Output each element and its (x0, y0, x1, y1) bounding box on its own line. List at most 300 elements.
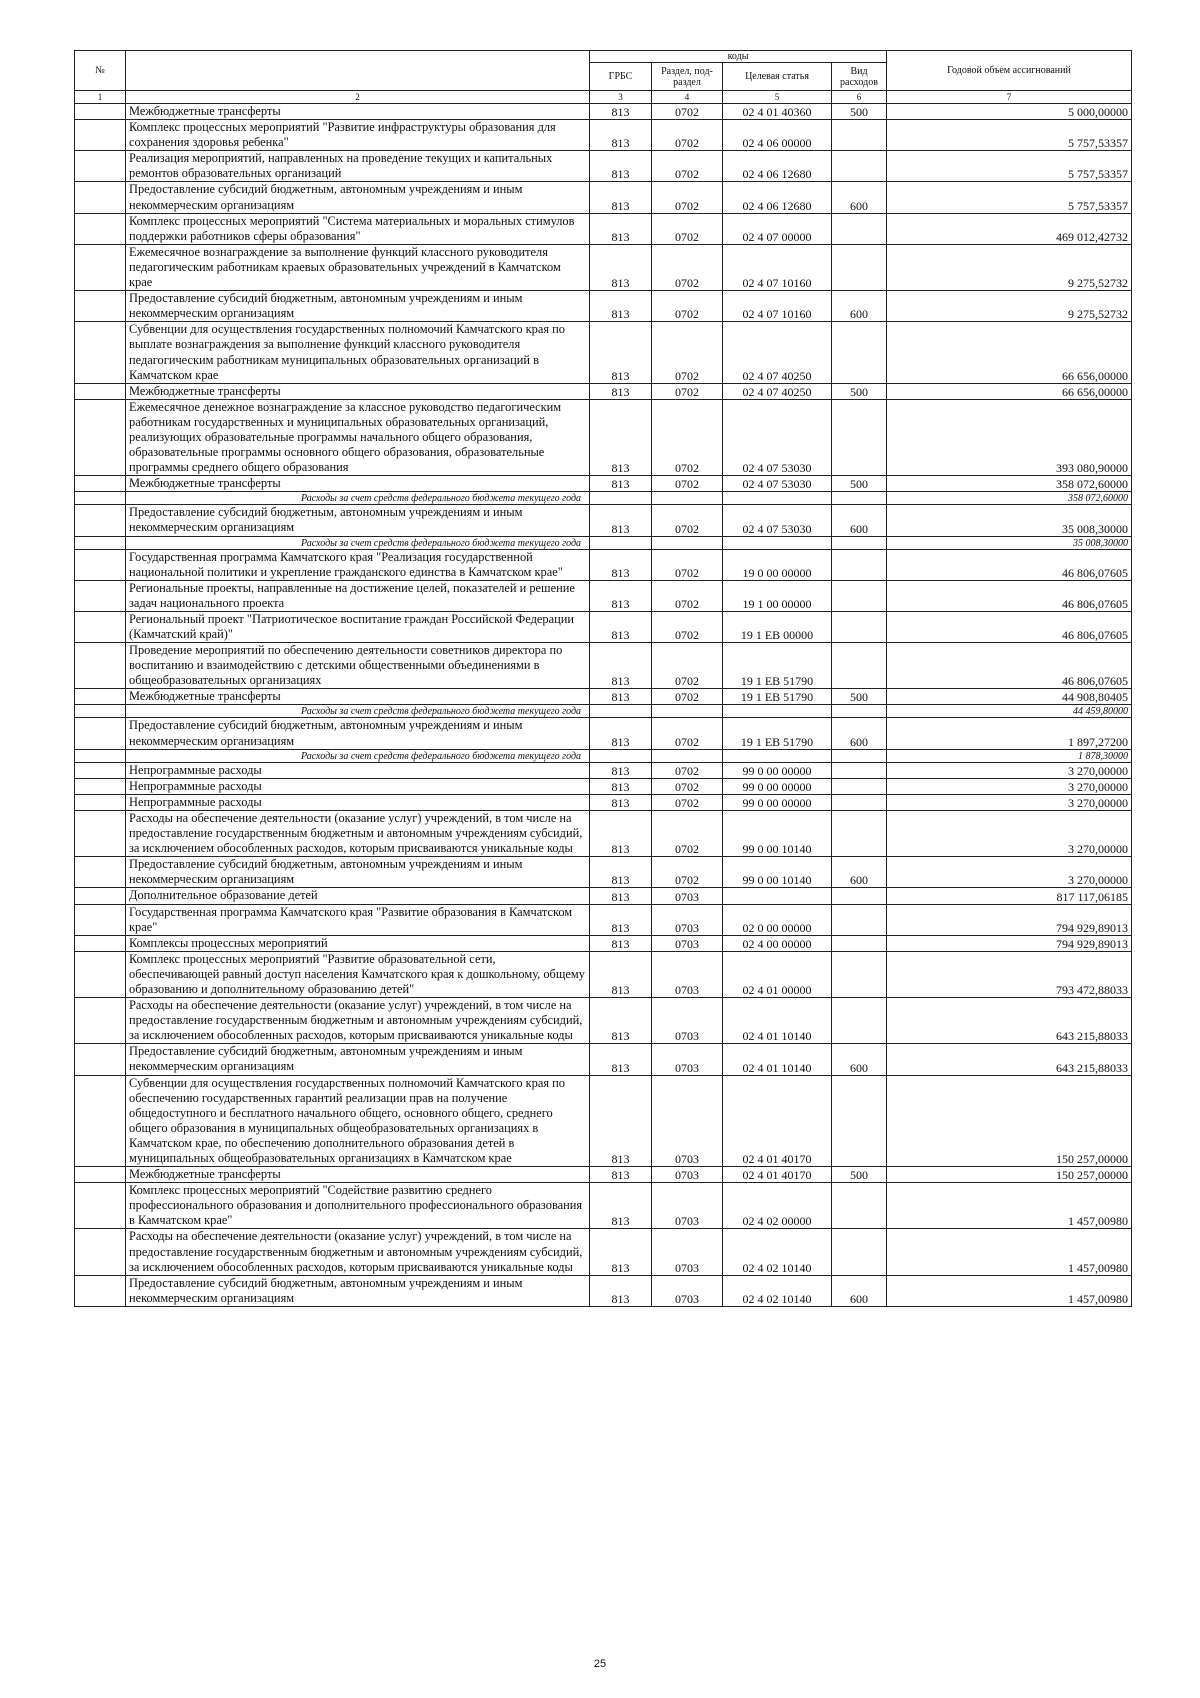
section-code: 0703 (652, 1229, 723, 1275)
row-number-cell (75, 1229, 126, 1275)
expense-type-code (832, 998, 887, 1044)
target-code: 99 0 00 00000 (723, 794, 832, 810)
section-code: 0702 (652, 778, 723, 794)
column-number: 7 (887, 91, 1132, 104)
row-number-cell (75, 151, 126, 182)
annual-amount: 35 008,30000 (887, 505, 1132, 536)
target-code: 19 1 ЕВ 51790 (723, 689, 832, 705)
section-code: 0702 (652, 213, 723, 244)
header-annual: Годовой объем ассигнований (887, 51, 1132, 91)
table-row (75, 151, 1132, 182)
row-number-cell (75, 383, 126, 399)
section-code: 0702 (652, 505, 723, 536)
expense-type-code (832, 888, 887, 904)
expense-type-code: 600 (832, 505, 887, 536)
grbs-code: 813 (590, 1167, 652, 1183)
expense-type-code (832, 1075, 887, 1167)
section-code: 0702 (652, 794, 723, 810)
federal-budget-row (75, 492, 1132, 505)
row-number-cell (75, 1044, 126, 1075)
column-number: 6 (832, 91, 887, 104)
grbs-code: 813 (590, 383, 652, 399)
annual-amount: 643 215,88033 (887, 1044, 1132, 1075)
row-number-cell (75, 810, 126, 856)
grbs-code: 813 (590, 1229, 652, 1275)
target-code (723, 705, 832, 718)
annual-amount: 1 457,00980 (887, 1183, 1132, 1229)
annual-amount: 46 806,07605 (887, 580, 1132, 611)
section-code: 0702 (652, 857, 723, 888)
expense-name: Предоставление субсидий бюджетным, автономным учреждениям и иным некоммерческим организациям (126, 1275, 590, 1306)
expense-name: Расходы на обеспечение деятельности (оказание услуг) учреждений, в том числе на предоставление государственным бюджетным и автономным учреждениям субсидий, за исключением обособленных расходов, которым присваиваются уникальные коды (126, 998, 590, 1044)
federal-budget-label: Расходы за счет средств федерального бюджета текущего года (126, 536, 590, 549)
table-row (75, 810, 1132, 856)
target-code: 02 4 01 40170 (723, 1167, 832, 1183)
section-code (652, 749, 723, 762)
table-row (75, 104, 1132, 120)
row-number-cell (75, 1167, 126, 1183)
annual-amount: 817 117,06185 (887, 888, 1132, 904)
row-number-cell (75, 213, 126, 244)
target-code: 99 0 00 10140 (723, 810, 832, 856)
header-name (126, 51, 590, 91)
grbs-code: 813 (590, 689, 652, 705)
grbs-code: 813 (590, 291, 652, 322)
target-code: 02 4 02 10140 (723, 1229, 832, 1275)
table-header (75, 51, 1132, 104)
row-number-cell (75, 857, 126, 888)
row-number-cell (75, 611, 126, 642)
target-code (723, 888, 832, 904)
annual-amount: 469 012,42732 (887, 213, 1132, 244)
target-code: 19 0 00 00000 (723, 549, 832, 580)
grbs-code: 813 (590, 505, 652, 536)
row-number-cell (75, 935, 126, 951)
header-target: Целевая статья (723, 63, 832, 91)
target-code: 02 4 07 53030 (723, 505, 832, 536)
column-number: 2 (126, 91, 590, 104)
table-row (75, 1075, 1132, 1167)
expense-name: Комплекс процессных мероприятий "Система материальных и моральных стимулов поддержки работников сферы образования" (126, 213, 590, 244)
table-row (75, 1183, 1132, 1229)
section-code: 0702 (652, 549, 723, 580)
target-code: 02 0 00 00000 (723, 904, 832, 935)
expense-name: Комплекс процессных мероприятий "Развитие инфраструктуры образования для сохранения здоровья ребенка" (126, 120, 590, 151)
header-num: № (75, 51, 126, 91)
grbs-code (590, 492, 652, 505)
federal-budget-label: Расходы за счет средств федерального бюджета текущего года (126, 705, 590, 718)
section-code: 0703 (652, 998, 723, 1044)
section-code: 0702 (652, 399, 723, 475)
expense-type-code (832, 643, 887, 689)
expense-name: Проведение мероприятий по обеспечению деятельности советников директора по воспитанию и взаимодействию с детскими общественными объединениями в общеобразовательных организациях (126, 643, 590, 689)
table-row (75, 505, 1132, 536)
grbs-code: 813 (590, 904, 652, 935)
annual-amount: 358 072,60000 (887, 476, 1132, 492)
target-code: 02 4 07 10160 (723, 244, 832, 290)
row-number-cell (75, 1275, 126, 1306)
grbs-code: 813 (590, 182, 652, 213)
section-code (652, 705, 723, 718)
row-number-cell (75, 643, 126, 689)
row-number-cell (75, 998, 126, 1044)
annual-amount: 46 806,07605 (887, 643, 1132, 689)
expense-type-code (832, 213, 887, 244)
row-number-cell (75, 951, 126, 997)
target-code (723, 536, 832, 549)
annual-amount: 3 270,00000 (887, 810, 1132, 856)
expense-name: Предоставление субсидий бюджетным, автономным учреждениям и иным некоммерческим организациям (126, 718, 590, 749)
table-row (75, 689, 1132, 705)
page-number: 25 (593, 1658, 607, 1670)
table-row (75, 580, 1132, 611)
expense-type-code (832, 810, 887, 856)
target-code (723, 492, 832, 505)
row-number-cell (75, 120, 126, 151)
target-code: 02 4 01 10140 (723, 1044, 832, 1075)
target-code: 02 4 07 00000 (723, 213, 832, 244)
row-number-cell (75, 580, 126, 611)
table-row (75, 244, 1132, 290)
table-row (75, 888, 1132, 904)
target-code: 99 0 00 00000 (723, 778, 832, 794)
grbs-code: 813 (590, 1075, 652, 1167)
section-code: 0702 (652, 689, 723, 705)
annual-amount: 1 457,00980 (887, 1275, 1132, 1306)
row-number-cell (75, 762, 126, 778)
row-number-cell (75, 888, 126, 904)
expense-type-code: 500 (832, 476, 887, 492)
section-code: 0703 (652, 904, 723, 935)
annual-amount: 794 929,89013 (887, 935, 1132, 951)
expense-type-code (832, 951, 887, 997)
section-code: 0702 (652, 182, 723, 213)
grbs-code: 813 (590, 213, 652, 244)
table-row (75, 1275, 1132, 1306)
table-row (75, 213, 1132, 244)
annual-amount: 794 929,89013 (887, 904, 1132, 935)
expense-type-code (832, 120, 887, 151)
expense-name: Предоставление субсидий бюджетным, автономным учреждениям и иным некоммерческим организациям (126, 182, 590, 213)
expense-name: Предоставление субсидий бюджетным, автономным учреждениям и иным некоммерческим организациям (126, 857, 590, 888)
column-number: 1 (75, 91, 126, 104)
grbs-code: 813 (590, 476, 652, 492)
grbs-code: 813 (590, 1275, 652, 1306)
grbs-code: 813 (590, 718, 652, 749)
expense-type-code (832, 492, 887, 505)
annual-amount: 3 270,00000 (887, 794, 1132, 810)
table-row (75, 794, 1132, 810)
row-number-cell (75, 505, 126, 536)
table-row (75, 399, 1132, 475)
target-code: 19 1 ЕВ 51790 (723, 643, 832, 689)
expense-name: Комплексы процессных мероприятий (126, 935, 590, 951)
grbs-code (590, 705, 652, 718)
row-number-cell (75, 291, 126, 322)
section-code: 0702 (652, 151, 723, 182)
row-number-cell (75, 322, 126, 383)
expense-type-code: 500 (832, 383, 887, 399)
header-codes: коды (590, 51, 887, 63)
table-row (75, 182, 1132, 213)
row-number-cell (75, 399, 126, 475)
target-code: 02 4 07 40250 (723, 322, 832, 383)
annual-amount: 46 806,07605 (887, 549, 1132, 580)
section-code: 0703 (652, 1044, 723, 1075)
grbs-code (590, 749, 652, 762)
expense-name: Межбюджетные трансферты (126, 383, 590, 399)
expense-type-code: 500 (832, 104, 887, 120)
table-row (75, 291, 1132, 322)
expense-name: Дополнительное образование детей (126, 888, 590, 904)
annual-amount: 643 215,88033 (887, 998, 1132, 1044)
annual-amount: 150 257,00000 (887, 1167, 1132, 1183)
row-number-cell (75, 182, 126, 213)
target-code: 02 4 01 00000 (723, 951, 832, 997)
expense-name: Непрограммные расходы (126, 778, 590, 794)
header-expense-type: Вид расходов (832, 63, 887, 91)
section-code: 0703 (652, 1167, 723, 1183)
federal-amount: 358 072,60000 (887, 492, 1132, 505)
table-row (75, 778, 1132, 794)
grbs-code: 813 (590, 1044, 652, 1075)
table-row (75, 762, 1132, 778)
expense-name: Межбюджетные трансферты (126, 1167, 590, 1183)
expense-name: Непрограммные расходы (126, 762, 590, 778)
section-code: 0702 (652, 291, 723, 322)
annual-amount: 9 275,52732 (887, 244, 1132, 290)
target-code: 99 0 00 00000 (723, 762, 832, 778)
federal-amount: 1 878,30000 (887, 749, 1132, 762)
expense-type-code (832, 1229, 887, 1275)
expense-type-code (832, 580, 887, 611)
expense-name: Межбюджетные трансферты (126, 689, 590, 705)
row-number-cell (75, 904, 126, 935)
grbs-code (590, 536, 652, 549)
row-number-cell (75, 536, 126, 549)
expense-type-code: 600 (832, 857, 887, 888)
row-number-cell (75, 1183, 126, 1229)
column-number: 5 (723, 91, 832, 104)
expense-name: Предоставление субсидий бюджетным, автономным учреждениям и иным некоммерческим организациям (126, 505, 590, 536)
annual-amount: 793 472,88033 (887, 951, 1132, 997)
header-grbs: ГРБС (590, 63, 652, 91)
header-section: Раздел, под-раздел (652, 63, 723, 91)
section-code: 0703 (652, 935, 723, 951)
section-code: 0702 (652, 244, 723, 290)
budget-table (74, 50, 1132, 1307)
annual-amount: 5 757,53357 (887, 182, 1132, 213)
grbs-code: 813 (590, 104, 652, 120)
federal-budget-row (75, 749, 1132, 762)
expense-type-code: 600 (832, 718, 887, 749)
target-code: 19 1 ЕВ 51790 (723, 718, 832, 749)
target-code: 19 1 00 00000 (723, 580, 832, 611)
grbs-code: 813 (590, 794, 652, 810)
grbs-code: 813 (590, 244, 652, 290)
federal-amount: 44 459,80000 (887, 705, 1132, 718)
expense-type-code (832, 749, 887, 762)
expense-name: Государственная программа Камчатского края "Реализация государственной национальной политики и укрепление гражданского единства в Камчатском крае" (126, 549, 590, 580)
grbs-code: 813 (590, 549, 652, 580)
expense-name: Межбюджетные трансферты (126, 104, 590, 120)
expense-name: Предоставление субсидий бюджетным, автономным учреждениям и иным некоммерческим организациям (126, 291, 590, 322)
table-row (75, 904, 1132, 935)
annual-amount: 66 656,00000 (887, 383, 1132, 399)
annual-amount: 9 275,52732 (887, 291, 1132, 322)
section-code (652, 536, 723, 549)
expense-type-code (832, 549, 887, 580)
grbs-code: 813 (590, 857, 652, 888)
expense-name: Региональный проект "Патриотическое воспитание граждан Российской Федерации (Камчатский край)" (126, 611, 590, 642)
expense-name: Реализация мероприятий, направленных на проведение текущих и капитальных ремонтов образовательных организаций (126, 151, 590, 182)
grbs-code: 813 (590, 778, 652, 794)
federal-budget-label: Расходы за счет средств федерального бюджета текущего года (126, 749, 590, 762)
expense-type-code (832, 399, 887, 475)
annual-amount: 393 080,90000 (887, 399, 1132, 475)
row-number-cell (75, 778, 126, 794)
section-code: 0702 (652, 476, 723, 492)
table-row (75, 549, 1132, 580)
section-code: 0702 (652, 580, 723, 611)
annual-amount: 1 457,00980 (887, 1229, 1132, 1275)
row-number-cell (75, 794, 126, 810)
federal-budget-row (75, 705, 1132, 718)
section-code: 0703 (652, 1075, 723, 1167)
expense-type-code: 500 (832, 689, 887, 705)
section-code: 0703 (652, 951, 723, 997)
table-row (75, 951, 1132, 997)
section-code: 0702 (652, 104, 723, 120)
target-code: 02 4 00 00000 (723, 935, 832, 951)
grbs-code: 813 (590, 322, 652, 383)
expense-name: Ежемесячное вознаграждение за выполнение функций классного руководителя педагогическим работникам краевых образовательных учреждений в Камчатском крае (126, 244, 590, 290)
table-row (75, 718, 1132, 749)
target-code: 02 4 06 00000 (723, 120, 832, 151)
section-code: 0702 (652, 643, 723, 689)
grbs-code: 813 (590, 1183, 652, 1229)
table-row (75, 998, 1132, 1044)
table-row (75, 1044, 1132, 1075)
expense-name: Расходы на обеспечение деятельности (оказание услуг) учреждений, в том числе на предоставление государственным бюджетным и автономным учреждениям субсидий, за исключением обособленных расходов, которым присваиваются уникальные коды (126, 1229, 590, 1275)
target-code: 02 4 07 53030 (723, 399, 832, 475)
table-row (75, 611, 1132, 642)
annual-amount: 3 270,00000 (887, 762, 1132, 778)
row-number-cell (75, 1075, 126, 1167)
grbs-code: 813 (590, 935, 652, 951)
target-code: 02 4 07 10160 (723, 291, 832, 322)
expense-name: Комплекс процессных мероприятий "Развитие образовательной сети, обеспечивающей равный доступ населения Камчатского края к дошкольному, общему образованию и дополнительному образованию детей" (126, 951, 590, 997)
annual-amount: 5 757,53357 (887, 120, 1132, 151)
grbs-code: 813 (590, 951, 652, 997)
target-code: 02 4 01 40170 (723, 1075, 832, 1167)
expense-name: Межбюджетные трансферты (126, 476, 590, 492)
grbs-code: 813 (590, 762, 652, 778)
grbs-code: 813 (590, 643, 652, 689)
target-code: 02 4 06 12680 (723, 151, 832, 182)
grbs-code: 813 (590, 888, 652, 904)
table-row (75, 935, 1132, 951)
annual-amount: 3 270,00000 (887, 778, 1132, 794)
grbs-code: 813 (590, 580, 652, 611)
federal-budget-label: Расходы за счет средств федерального бюджета текущего года (126, 492, 590, 505)
federal-budget-row (75, 536, 1132, 549)
annual-amount: 46 806,07605 (887, 611, 1132, 642)
table-row (75, 643, 1132, 689)
annual-amount: 66 656,00000 (887, 322, 1132, 383)
grbs-code: 813 (590, 611, 652, 642)
grbs-code: 813 (590, 998, 652, 1044)
table-row (75, 476, 1132, 492)
annual-amount: 44 908,80405 (887, 689, 1132, 705)
expense-type-code (832, 611, 887, 642)
grbs-code: 813 (590, 399, 652, 475)
annual-amount: 5 757,53357 (887, 151, 1132, 182)
row-number-cell (75, 244, 126, 290)
expense-name: Комплекс процессных мероприятий "Содействие развитию среднего профессионального образования и дополнительного профессионального образования в Камчатском крае" (126, 1183, 590, 1229)
expense-type-code (832, 794, 887, 810)
expense-type-code: 600 (832, 1275, 887, 1306)
row-number-cell (75, 689, 126, 705)
expense-type-code (832, 935, 887, 951)
target-code: 19 1 ЕВ 00000 (723, 611, 832, 642)
section-code: 0702 (652, 383, 723, 399)
federal-amount: 35 008,30000 (887, 536, 1132, 549)
expense-name: Предоставление субсидий бюджетным, автономным учреждениям и иным некоммерческим организациям (126, 1044, 590, 1075)
expense-type-code (832, 151, 887, 182)
expense-name: Расходы на обеспечение деятельности (оказание услуг) учреждений, в том числе на предоставление государственным бюджетным и автономным учреждениям субсидий, за исключением обособленных расходов, которым присваиваются уникальные коды (126, 810, 590, 856)
expense-name: Непрограммные расходы (126, 794, 590, 810)
expense-type-code (832, 1183, 887, 1229)
section-code: 0703 (652, 1183, 723, 1229)
section-code: 0702 (652, 718, 723, 749)
row-number-cell (75, 718, 126, 749)
annual-amount: 3 270,00000 (887, 857, 1132, 888)
expense-type-code (832, 536, 887, 549)
expense-type-code (832, 778, 887, 794)
annual-amount: 5 000,00000 (887, 104, 1132, 120)
row-number-cell (75, 492, 126, 505)
target-code (723, 749, 832, 762)
table-row (75, 120, 1132, 151)
grbs-code: 813 (590, 810, 652, 856)
expense-name: Государственная программа Камчатского края "Развитие образования в Камчатском крае" (126, 904, 590, 935)
table-row (75, 1167, 1132, 1183)
row-number-cell (75, 549, 126, 580)
target-code: 02 4 01 40360 (723, 104, 832, 120)
expense-name: Субвенции для осуществления государственных полномочий Камчатского края по выплате вознаграждения за выполнение функций классного руководителя педагогическим работникам муниципальных образовательных организаций в Камчатском крае (126, 322, 590, 383)
grbs-code: 813 (590, 151, 652, 182)
table-row (75, 1229, 1132, 1275)
target-code: 02 4 01 10140 (723, 998, 832, 1044)
expense-type-code: 600 (832, 1044, 887, 1075)
section-code: 0702 (652, 810, 723, 856)
target-code: 99 0 00 10140 (723, 857, 832, 888)
section-code (652, 492, 723, 505)
section-code: 0702 (652, 762, 723, 778)
target-code: 02 4 02 10140 (723, 1275, 832, 1306)
annual-amount: 150 257,00000 (887, 1075, 1132, 1167)
target-code: 02 4 07 53030 (723, 476, 832, 492)
section-code: 0703 (652, 888, 723, 904)
expense-type-code: 600 (832, 291, 887, 322)
grbs-code: 813 (590, 120, 652, 151)
table-row (75, 322, 1132, 383)
section-code: 0702 (652, 322, 723, 383)
target-code: 02 4 06 12680 (723, 182, 832, 213)
column-number: 4 (652, 91, 723, 104)
section-code: 0702 (652, 611, 723, 642)
